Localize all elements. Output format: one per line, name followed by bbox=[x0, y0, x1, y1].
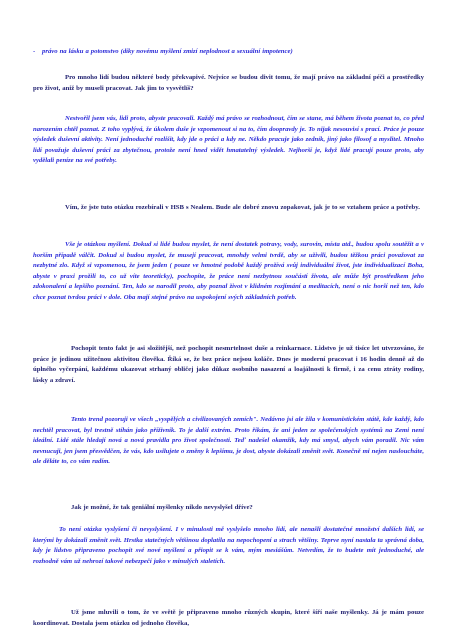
question-paragraph: Jak je možné, že tak geniální myšlenky nikdo nevyslyšel dříve? bbox=[71, 504, 253, 511]
answer-paragraph: Tento trend pozoruji ve všech „vyspělých a civilizovaných zemích". Nedávno jsi ale žila v komunistickém státě, kde každý, kdo nechtěl pracovat, byl trestně stíhán jako příživník. To je další extrém. Proto říkám, že ani jeden ze společenských systémů na Zemi není ideální. Lidé stále hledají nová a nová pravidla pro život společnosti. Teď nadešel okamžik, kdy má smysl, abych vám poradil. Nic vám nevnucuji, jen jsem přesvědčen, že vás, kdo usilujete o změny k lepšímu, je dost, abyste dokázali změnit svět. Konečně mi nejen nasloucháte, ale děláte to, co vám radím. bbox=[33, 416, 424, 466]
question-paragraph: Už jsme mluvili o tom, že ve světě je připraveno mnoho různých skupin, které šíří naše myšlenky. Já je mám pouze koordinovat. Dostala jsem otázku od jednoho člověka, bbox=[33, 609, 424, 627]
answer-paragraph: To není otázka vyslyšení či nevyslyšení. I v minulosti mě vyslyšelo mnoho lidí, ale nenašli dostatečné množství dalších lidí, se kterými by dokázali změnit svět. Hrstka statečných většinou doplatila na nepochopení a strach většiny. Teprve nyní nastala ta správná doba, kdy je lidstvo připraveno pochopit své nové myšlení a přiopit se k vám, mým mesiášům. Netvrdím, že to budete mít jednoduché, ale rozhodně vám už nehrozí takové nebezpečí jako v minulých staletích. bbox=[33, 526, 424, 565]
answer-paragraph: Vše je otázkou myšlení. Dokud si lidé budou myslet, že není dostatek potravy, vody, surovin, místa atd., budou spolu soutěžit a v horším případě válčit. Dokud si budou myslet, že musejí pracovat, mnohdy velmi tvrdě, aby se uživili, budou těžkou práci považovat za nezbytné zlo. Když si vzpomenou, že jsem jeden ( pouze ve hmotné podobě každý prožívá svůj individuální život, jste individualizací Boha, abyste v praxi prožili to, co už víte teoreticky), pochopíte, že práce není nezbytnou součástí života, ale může být prostředkem jeho zdokonalení a lepšího poznání. Ten, kdo se narodil proto, aby poznal život v klidném rozjímání a meditacích, není o nic horší než ten, kdo chce poznat tvrdou práci v dole. Oba mají stejné právo na uspokojení svých základních potřeb. bbox=[33, 241, 424, 301]
question-paragraph: Pro mnoho lidí budou některé body překvapivé. Nejvíce se budou divit tomu, že mají právo na základní péči a prostředky pro život, aniž by museli pracovat. Jak jim to vysvětlíš? bbox=[33, 74, 424, 92]
question-paragraph: Pochopit tento fakt je asi složitější, než pochopit nesmrtelnost duše a reinkarnace. Lidstvo je už tisíce let utvrzováno, že práce je jedinou užitečnou aktivitou člověka. Říká se, že bez práce nejsou koláče. Dnes je moderní pracovat i 16 hodin denně až do úplného vyčerpání, každému ukazovat strhaný obličej jako důkaz osobního nasazení a loajálnosti k firmě, i za cenu ztráty rodiny, lásky a zdraví. bbox=[33, 345, 424, 384]
bullet-item-paragraph: právo na lásku a potomstvo (díky novému myšlení zmizí neplodnost a sexuální impotence) bbox=[42, 48, 293, 55]
bullet-marker: - bbox=[33, 48, 36, 55]
answer-paragraph: Nestvořil jsem vás, lidi proto, abyste pracovali. Každý má právo se rozhodnout, čím se stane, má během života poznat to, co před narozením chtěl poznat. Z toho vyplývá, že úkolem duše je vzpomenout si na to, čím doopravdy je. To nijak nesouvisí s prací. Práce je pouze výsledek duševní aktivity. Není jednoduché rozlišit, kdy jde o práci a kdy ne. Někdo pracuje jako zedník, jiný jako filosof a myslitel. Mnoho lidí považuje duševní práci za zbytečnou, protože není hned vidět hmatatelný výsledek. Nejhorší je, když lidé pracují pouze proto, aby vydělali peníze na své potřeby. bbox=[33, 115, 424, 165]
question-paragraph: Vím, že jste tuto otázku rozebírali v HSB s Nealem. Bude ale dobré znovu zopakovat, jak je to se vztahem práce a potřeby. bbox=[65, 204, 420, 211]
